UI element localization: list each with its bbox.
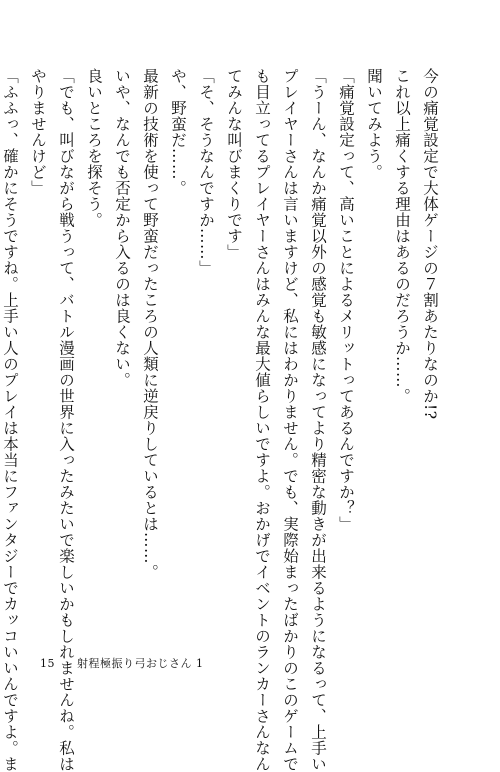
book-title: 射程極振り弓おじさん 1 xyxy=(77,657,204,670)
text-line: 「痛覚設定って、高いことによるメリットってあるんですか？」 xyxy=(337,68,355,532)
text-line: てみんな叫びまくりです」 xyxy=(225,68,243,260)
text-line: も目立ってるプレイヤーさんはみんな最大値らしいですよ。おかげでイベントのランカーさんなん xyxy=(253,68,271,772)
page-number: 15 xyxy=(40,657,55,670)
text-line: や、野蛮だ……。 xyxy=(169,68,187,196)
text-line: いや、なんでも否定から入るのは良くない。 xyxy=(113,68,131,388)
text-line: 聞いてみよう。 xyxy=(365,68,383,180)
page-footer xyxy=(40,655,204,671)
text-line: やりませんけど」 xyxy=(29,68,47,196)
text-line: これ以上痛くする理由はあるのだろうか……。 xyxy=(393,68,411,404)
text-line: 「そ、そうなんですか……」 xyxy=(197,68,215,276)
text-line: 良いところを探そう。 xyxy=(85,68,103,228)
text-line: プレイヤーさんは言いますけど、私にはわかりません。でも、実際始まったばかりのこのゲームで xyxy=(281,68,299,772)
text-line: 最新の技術を使って野蛮だったころの人類に逆戻りしているとは……。 xyxy=(141,68,159,580)
text-line: 「うーん、なんか痛覚以外の感覚も敏感になってより精密な動きが出来るようになるって、上手い xyxy=(309,68,327,772)
text-line: 「ふふっ、確かにそうですね。上手い人のプレイは本当にファンタジーでカッコいいんですよ。ま xyxy=(1,68,19,772)
text-line: 「でも、叫びながら戦うって、バトル漫画の世界に入ったみたいで楽しいかもしれませんね。私は xyxy=(57,68,75,772)
text-line: 今の痛覚設定で大体ゲージの７割あたりなのか!? xyxy=(421,68,439,420)
